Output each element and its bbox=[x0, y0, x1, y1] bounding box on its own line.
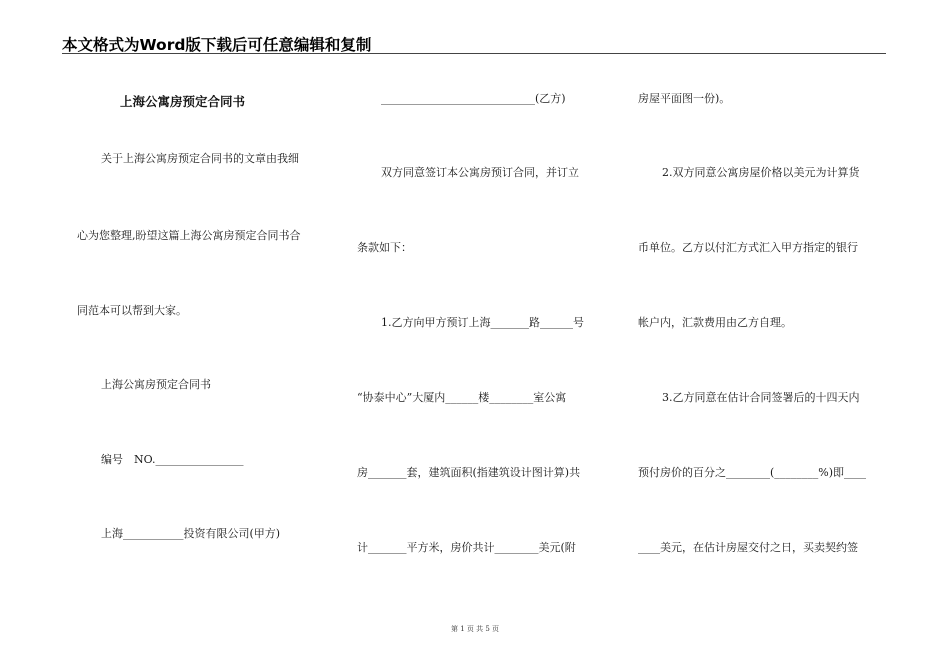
col3-line-6: 预付房价的百分之________(________%)即____ bbox=[638, 466, 867, 479]
col3-line-1: 房屋平面图一份)。 bbox=[638, 92, 731, 105]
col1-line-1: 关于上海公寓房预定合同书的文章由我细 bbox=[101, 152, 299, 165]
col2-line-1: ____________________________(乙方) bbox=[381, 92, 566, 105]
col2-line-3: 条款如下： bbox=[357, 241, 412, 254]
col3-line-7: ____美元，在估计房屋交付之日，买卖契约签 bbox=[638, 541, 858, 554]
col2-line-5: “协泰中心”大厦内______楼________室公寓 bbox=[357, 391, 567, 404]
col1-line-4: 上海公寓房预定合同书 bbox=[101, 378, 211, 391]
col3-line-2: 2.双方同意公寓房屋价格以美元为计算货 bbox=[662, 166, 860, 179]
header-divider bbox=[62, 53, 886, 54]
document-header-title: 本文格式为Word版下载后可任意编辑和复制 bbox=[62, 36, 372, 54]
col3-line-4: 帐户内，汇款费用由乙方自理。 bbox=[638, 316, 792, 329]
col1-line-2: 心为您整理,盼望这篇上海公寓房预定合同书合 bbox=[77, 229, 301, 242]
contract-title: 上海公寓房预定合同书 bbox=[120, 94, 246, 109]
col3-line-5: 3.乙方同意在估计合同签署后的十四天内 bbox=[662, 391, 860, 404]
col2-line-2: 双方同意签订本公寓房预订合同，并订立 bbox=[381, 166, 579, 179]
col1-line-5: 编号 NO.________________ bbox=[101, 453, 244, 466]
col1-line-6: 上海___________投资有限公司(甲方) bbox=[101, 527, 281, 540]
page-number: 第 1 页 共 5 页 bbox=[450, 625, 500, 633]
col2-line-4: 1.乙方向甲方预订上海_______路______号 bbox=[381, 316, 584, 329]
col2-line-7: 计_______平方米，房价共计________美元(附 bbox=[357, 541, 576, 554]
col1-line-3: 同范本可以帮到大家。 bbox=[77, 304, 187, 317]
col2-line-6: 房_______套，建筑面积(指建筑设计图计算)共 bbox=[357, 466, 581, 479]
col3-line-3: 币单位。乙方以付汇方式汇入甲方指定的银行 bbox=[638, 241, 858, 254]
